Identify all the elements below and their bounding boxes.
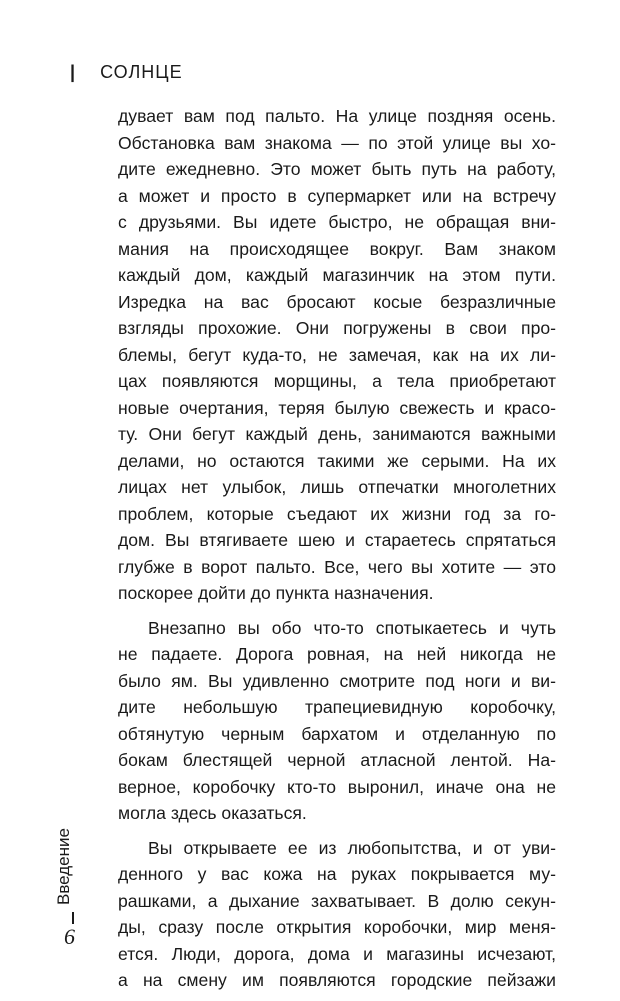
running-head-bar: | bbox=[70, 62, 77, 82]
text-line: с друзьями. Вы идете быстро, не обращая вни- bbox=[118, 212, 556, 232]
page-number: 6 bbox=[64, 924, 75, 949]
paragraph-1 bbox=[118, 103, 556, 607]
text-line: верное, коробочку кто-то выронил, иначе она не bbox=[118, 776, 556, 797]
text-line: взгляды прохожие. Они погружены в свои про- bbox=[118, 318, 556, 338]
text-line: бокам блестящей черной атласной лентой. На- bbox=[118, 750, 556, 770]
text-line: дите ежедневно. Это может быть путь на работу, bbox=[118, 159, 556, 179]
text-line: дом. Вы втягиваете шею и стараетесь спрятаться bbox=[118, 530, 556, 550]
text-line: рашками, а дыхание захватывает. В долю секун- bbox=[118, 890, 556, 911]
text-line: а может и просто в супермаркет или на встречу bbox=[118, 185, 556, 206]
text-line: лицах нет улыбок, лишь отпечатки многолетних bbox=[118, 477, 556, 497]
text-line: цах появляются морщины, а тела приобретают bbox=[118, 371, 556, 391]
text-line: Изредка на вас бросают косые безразличные bbox=[118, 291, 556, 312]
text-line: делами, но остаются такими же серыми. На их bbox=[118, 450, 556, 471]
paragraph-2 bbox=[118, 615, 556, 827]
text-line: глубже в ворот пальто. Все, чего вы хотите — это bbox=[118, 556, 556, 577]
text-line: ды, сразу после открытия коробочки, мир меня- bbox=[118, 917, 556, 937]
text-line: а на смену им появляются городские пейзажи bbox=[118, 970, 556, 990]
text-line: было ям. Вы удивленно смотрите под ноги и ви- bbox=[118, 670, 556, 691]
text-line: дите небольшую трапециевидную коробочку, bbox=[118, 697, 556, 717]
text-line: Внезапно вы обо что-то спотыкаетесь и чуть bbox=[148, 617, 556, 638]
text-line: ется. Люди, дорога, дома и магазины исчезают, bbox=[118, 943, 556, 964]
text-line: денного у вас кожа на руках покрывается му- bbox=[118, 864, 556, 884]
book-title: СОЛНЦЕ bbox=[100, 62, 183, 82]
text-line: Вы открываете ее из любопытства, и от уви- bbox=[148, 837, 556, 858]
text-line: новые очертания, теряя былую свежесть и красо- bbox=[118, 397, 556, 418]
text-line: мания на происходящее вокруг. Вам знаком bbox=[118, 238, 556, 259]
text-line: блемы, бегут куда-то, не замечая, как на их ли- bbox=[118, 344, 556, 365]
text-line: ту. Они бегут каждый день, занимаются важными bbox=[118, 424, 556, 444]
text-line: каждый дом, каждый магазинчик на этом пути. bbox=[118, 265, 556, 285]
text-line: могла здесь оказаться. bbox=[118, 803, 307, 823]
text-line: дувает вам под пальто. На улице поздняя осень. bbox=[118, 106, 556, 126]
section-divider bbox=[72, 912, 74, 924]
text-line: поскорее дойти до пункта назначения. bbox=[118, 583, 434, 603]
running-head bbox=[70, 62, 183, 83]
text-line: Обстановка вам знакома — по этой улице вы хо- bbox=[118, 132, 556, 153]
text-line: проблем, которые съедают их жизни год за го- bbox=[118, 503, 556, 524]
body-text bbox=[118, 103, 556, 994]
text-line: обтянутую черным бархатом и отделанную по bbox=[118, 723, 556, 744]
section-label: Введение bbox=[54, 828, 73, 905]
text-line: не падаете. Дорога ровная, на ней никогда не bbox=[118, 644, 556, 664]
paragraph-3 bbox=[118, 835, 556, 994]
